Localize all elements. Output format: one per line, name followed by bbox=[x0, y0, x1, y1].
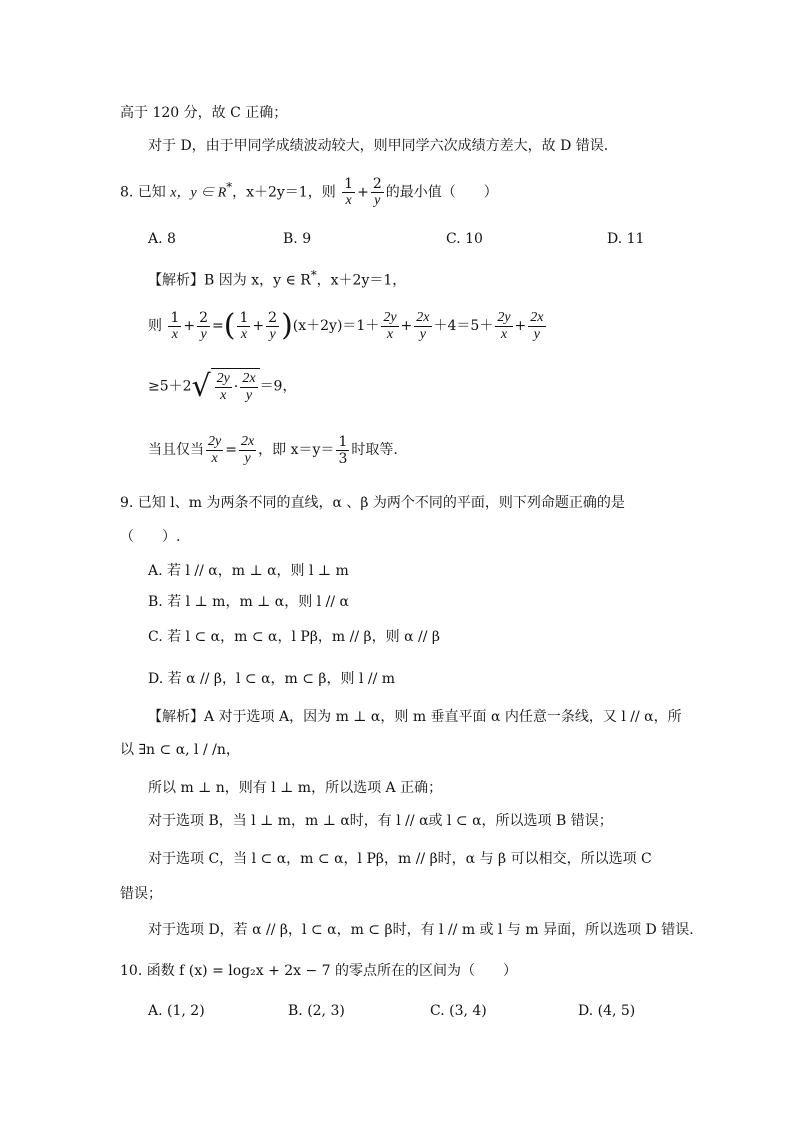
q9-option-d: D. 若 α // β，l ⊂ α，m ⊂ β，则 l // m bbox=[148, 671, 396, 687]
q10-option-b: B. (2, 3) bbox=[288, 1003, 345, 1019]
q9-option-a: A. 若 l // α，m ⊥ α，则 l ⊥ m bbox=[148, 563, 349, 579]
q8-tail: 的最小值（ ） bbox=[385, 184, 498, 201]
question-9: 9. 已知 l、m 为两条不同的直线，α 、β 为两个不同的平面，则下列命题正确的是 bbox=[120, 495, 625, 511]
analysis-8-eq3: 当且仅当 $\frac{2y}{x}$ = $\frac{2x}{y}$ ，即 x＝y＝ $\frac{1}{3}$ 时取等. bbox=[148, 433, 398, 467]
fraction: $\frac{2}{y}$ bbox=[372, 176, 382, 208]
q10-option-a: A. (1, 2) bbox=[148, 1003, 205, 1019]
question-10: 10. 函数 f (x) = log₂x + 2x − 7 的零点所在的区间为（ ） bbox=[120, 963, 518, 979]
q8-var: x，y ∈ R bbox=[170, 185, 227, 201]
q8-option-c: C. 10 bbox=[446, 231, 483, 247]
text-line: 高于 120 分，故 C 正确； bbox=[120, 105, 288, 121]
q8-option-d: D. 11 bbox=[607, 231, 645, 247]
q8-cond: ，x＋2y＝1，则 bbox=[232, 184, 336, 201]
analysis-9-line: 所以 m ⊥ n，则有 l ⊥ m，所以选项 A 正确； bbox=[148, 780, 443, 796]
q9-option-c: C. 若 l ⊂ α，m ⊂ α，l Pβ，m // β，则 α // β bbox=[148, 629, 440, 645]
text-line: 对于 D，由于甲同学成绩波动较大，则甲同学六次成绩方差大，故 D 错误. bbox=[148, 138, 609, 154]
q10-option-d: D. (4, 5) bbox=[578, 1003, 636, 1019]
analysis-8-eq2: ≥5＋2√ $\frac{2y}{x}$ · $\frac{2x}{y}$ ＝9， bbox=[148, 369, 297, 404]
q8-option-a: A. 8 bbox=[148, 231, 176, 247]
analysis-9-line: 对于选项 C，当 l ⊂ α，m ⊂ α，l Pβ，m // β时，α 与 β 可以相交，所以选项 C bbox=[148, 851, 652, 867]
q8-star: * bbox=[226, 179, 233, 194]
analysis-9-line: 错误； bbox=[120, 886, 162, 902]
analysis-8-eq1: 则 $\frac{1}{x}$ + $\frac{2}{y}$ =( $\frac{1}{x}$ + $\frac{2}{y}$ )(x＋2y)＝1＋ $\frac{2y}{x}$ + $\frac{2x}{y}$ ＋4＝5＋ $\frac{2y}{x}$ + $\frac{2x}{y}$ bbox=[148, 308, 544, 343]
q10-option-c: C. (3, 4) bbox=[430, 1003, 487, 1019]
analysis-8-head: 【解析】B 因为 x，y ∈ R*，x＋2y＝1， bbox=[148, 268, 407, 289]
fraction: $\frac{1}{x}$ bbox=[344, 176, 354, 208]
q9-option-b: B. 若 l ⊥ m，m ⊥ α，则 l // α bbox=[148, 594, 349, 610]
question-9-paren: （ ）. bbox=[120, 529, 181, 545]
analysis-9-line: 以 ∃n ⊂ α, l / /n， bbox=[120, 742, 240, 758]
analysis-9-line: 对于选项 D，若 α // β，l ⊂ α，m ⊂ β时，有 l // m 或 l 与 m 异面，所以选项 D 错误. bbox=[148, 922, 694, 938]
question-8: 8. 已知 x，y ∈ R*，x＋2y＝1，则 $\frac{1}{x}$ + $\frac{2}{y}$ 的最小值（ ） bbox=[120, 176, 498, 208]
analysis-9-line: 对于选项 B，当 l ⊥ m，m ⊥ α时，有 l // α或 l ⊂ α，所以选项 B 错误； bbox=[148, 813, 613, 829]
q8-option-b: B. 9 bbox=[283, 231, 312, 247]
q8-prefix: 8. 已知 bbox=[120, 184, 166, 201]
analysis-9-line: 【解析】A 对于选项 A，因为 m ⊥ α，则 m 垂直平面 α 内任意一条线，又 l // α，所 bbox=[148, 709, 682, 725]
